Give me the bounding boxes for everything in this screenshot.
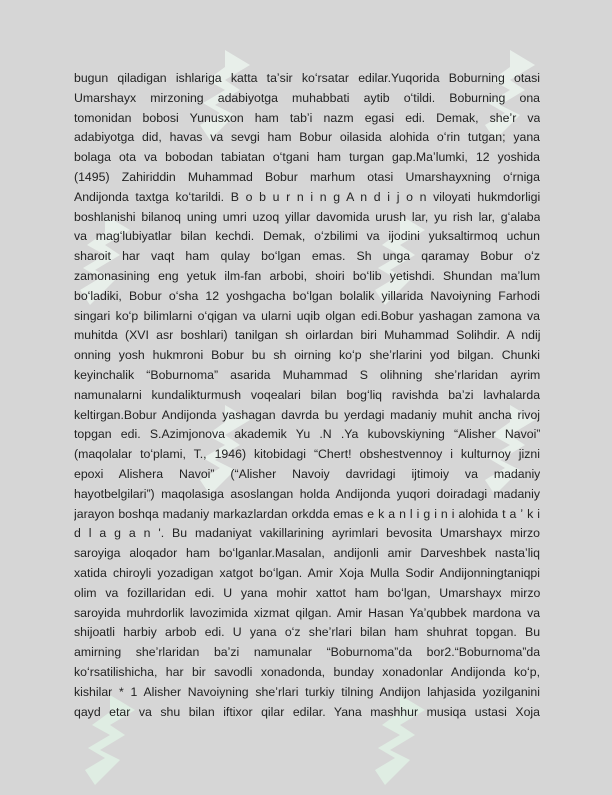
text-line: saroyida muhrdorlik lavozimida xizmat qilgan. Amir Hasan Yaʼqubbek mardona va	[74, 605, 540, 620]
text-line: Umarshayx mirzoning adabiyotga muhabbati aytib oʻtildi. Boburning ona	[74, 90, 540, 105]
text-line: Andijonda taxtga koʻtarildi. B o b u r n i n g A n d i j o n viloyati hukmdorligi	[74, 189, 540, 204]
text-line: keyinchalik “Boburnoma” asarida Muhammad S olihning sheʼrlaridan ayrim	[74, 367, 540, 382]
text-line: (maqolalar toʻplami, T., 1946) kitobidagi “Chert! obshestvennoy i kulturnoy jizni	[74, 447, 540, 462]
text-line: d l a g a n '. Bu madaniyat vakillarining ayrimlari bevosita Umarshayx mirzo	[74, 526, 540, 541]
text-line: va magʻlubiyatlar bilan kechdi. Demak, oʻzbilimi va ijodini yuksaltirmoq uchun	[74, 229, 540, 244]
text-line: epoxi Alishera Navoi” (“Alisher Navoiy davridagi ijtimoiy va madaniy	[74, 466, 540, 481]
text-line: boshlanishi bilanoq uning umri uzoq yillar davomida urush lar, yu rish lar, gʻalaba	[74, 209, 540, 224]
text-line: amirning sheʼrlaridan baʼzi namunalar “Boburnoma”da bor2.“Boburnoma”da	[74, 645, 540, 660]
text-line: adabiyotga did, havas va sevgi ham Bobur oilasida alohida oʻrin tutgan; yana	[74, 130, 540, 145]
text-line: onning yosh hukmroni Bobur bu sh oirning koʻp sheʼrlarini yod bilgan. Chunki	[74, 348, 540, 363]
text-line: jarayon boshqa madaniy markazlardan orkdda emas e k a n l i g i n i alohida t a ʼ k i	[74, 506, 540, 521]
document-body	[74, 69, 540, 722]
text-line: topgan edi. S.Azimjonova akademik Yu .N .Ya kubovskiyning “Alisher Navoi”	[74, 427, 540, 442]
text-line: olim va fozillaridan edi. U yana mohir xattot ham boʻlgan, Umarshayx mirzo	[74, 585, 540, 600]
text-line: muhitda (XVI asr boshlari) tanilgan sh oirlardan biri Muhammad Solihdir. A ndij	[74, 328, 540, 343]
text-line: boʻladiki, Bobur oʻsha 12 yoshgacha boʻlgan bolalik yillarida Navoiyning Farhodi	[74, 288, 540, 303]
text-line: namunalarni kundalikturmush voqealari bilan bogʻliq ravishda baʼzi lavhalarda	[74, 387, 540, 402]
text-line: tomonidan bobosi Yunusxon ham tabʼi nazm egasi edi. Demak, sheʼr va	[74, 110, 540, 125]
text-line: kishilar * 1 Alisher Navoiyning sheʼrlari turkiy tilning Andijon lahjasida yozilganini	[74, 684, 540, 699]
text-line: (1495) Zahiriddin Muhammad Bobur marhum otasi Umarshayxning oʻrniga	[74, 169, 540, 184]
text-line: zamonasining eng yetuk ilm-fan arbobi, shoiri boʻlib yetishdi. Shundan maʼlum	[74, 268, 540, 283]
text-line: qayd etar va shu bilan iftixor qilar edilar. Yana mashhur musiqa ustasi Xoja	[74, 704, 540, 719]
text-line: sharoit har vaqt ham qulay boʻlgan emas. Sh unga qaramay Bobur oʻz	[74, 249, 540, 264]
text-line: koʻrsatilishicha, har bir savodli xonadonda, bunday xonadonlar Andijonda koʻp,	[74, 664, 540, 679]
text-line: singari koʻp bilimlarni oʻqigan va ularni uqib olgan edi.Bobur yashagan zamona va	[74, 308, 540, 323]
text-line: keltirgan.Bobur Andijonda yashagan davrda bu yerdagi madaniy muhit ancha rivoj	[74, 407, 540, 422]
text-line: bolaga ota va bobodan tabiatan oʻtgani ham turgan gap.Maʼlumki, 12 yoshida	[74, 150, 540, 165]
text-line: hayotbelgilari”) maqolasiga asoslangan holda Andijonda yuqori doiradagi madaniy	[74, 486, 540, 501]
text-line: saroyiga aloqador ham boʻlganlar.Masalan, andijonli amir Darveshbek nastaʼliq	[74, 546, 540, 561]
text-line: xatida chiroyli yozadigan xatgot boʻlgan. Amir Xoja Mulla Sodir Andijonningtaniqpi	[74, 565, 540, 580]
text-line: shijoatli harbiy arbob edi. U yana oʻz sheʼrlari bilan ham shuhrat topgan. Bu	[74, 625, 540, 640]
text-line: bugun qiladigan ishlariga katta taʼsir koʻrsatar edilar.Yuqorida Boburning otasi	[74, 71, 540, 85]
